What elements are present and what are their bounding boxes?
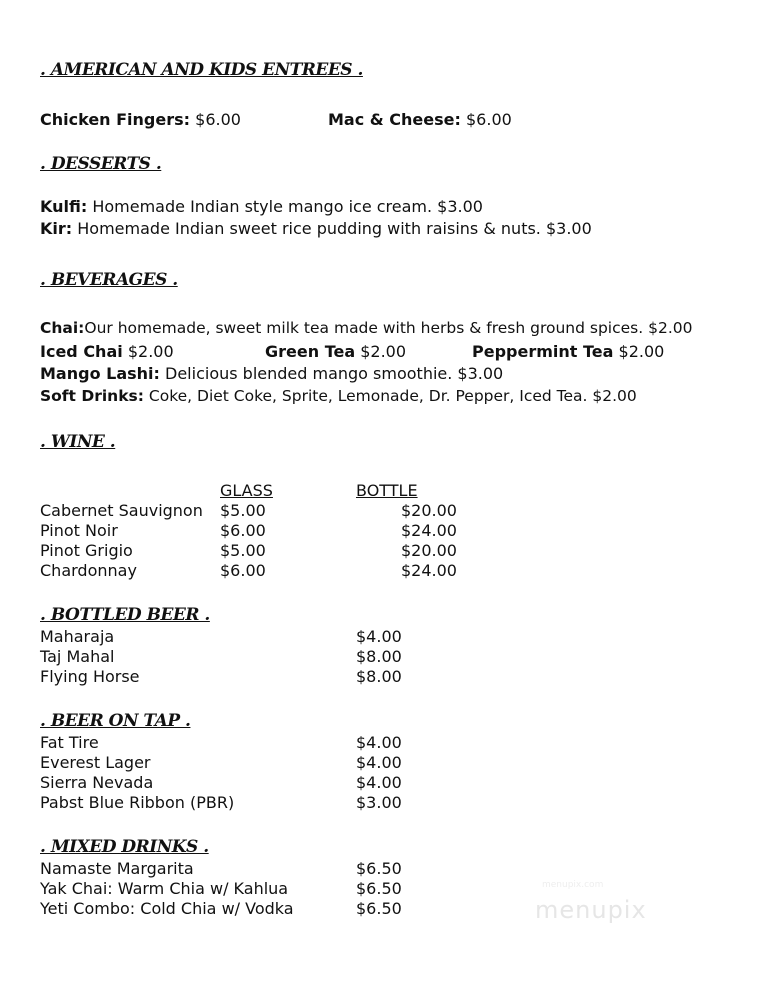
beer-name: Everest Lager <box>40 753 151 772</box>
bottled-beer-heading: . BOTTLED BEER . <box>40 605 210 625</box>
item-price: $2.00 <box>127 342 174 361</box>
item-name: Soft Drinks: <box>40 387 144 405</box>
watermark-logo: menupix <box>535 896 647 924</box>
item-price: $6.00 <box>466 110 512 129</box>
item-price: $2.00 <box>618 342 665 361</box>
beer-price: $3.00 <box>356 793 402 812</box>
mixed-drinks-heading: . MIXED DRINKS . <box>40 837 209 857</box>
menu-item <box>40 364 503 383</box>
item-name: Kulfi: <box>40 197 88 216</box>
beer-name: Pabst Blue Ribbon (PBR) <box>40 793 235 812</box>
beer-price: $4.00 <box>356 753 402 772</box>
item-desc: Homemade Indian style mango ice cream. $3.00 <box>92 197 483 216</box>
wine-heading: . WINE . <box>40 432 116 452</box>
item-price: $6.00 <box>195 110 241 129</box>
wine-name: Pinot Grigio <box>40 541 133 560</box>
wine-glass-price: $6.00 <box>220 521 266 540</box>
wine-bottle-price: $20.00 <box>401 541 457 560</box>
drink-price: $6.50 <box>356 899 402 918</box>
beer-price: $4.00 <box>356 627 402 646</box>
beer-on-tap-heading: . BEER ON TAP . <box>40 711 191 731</box>
beer-price: $4.00 <box>356 773 402 792</box>
wine-name: Pinot Noir <box>40 521 118 540</box>
menu-item <box>472 342 664 361</box>
beer-name: Flying Horse <box>40 667 140 686</box>
menu-item <box>40 387 637 405</box>
beer-price: $8.00 <box>356 667 402 686</box>
menu-item <box>40 197 483 216</box>
item-desc: Coke, Diet Coke, Sprite, Lemonade, Dr. Pepper, Iced Tea. $2.00 <box>148 387 637 405</box>
wine-glass-price: $6.00 <box>220 561 266 580</box>
bottle-column-header: BOTTLE <box>356 481 418 500</box>
item-name: Mac & Cheese: <box>328 110 461 129</box>
item-name: Iced Chai <box>40 342 123 361</box>
item-name: Kir: <box>40 219 73 238</box>
drink-name: Yeti Combo: Cold Chia w/ Vodka <box>40 899 294 918</box>
item-name: Peppermint Tea <box>472 342 614 361</box>
beverages-heading: . BEVERAGES . <box>40 270 178 290</box>
desserts-heading: . DESSERTS . <box>40 154 162 174</box>
menu-item <box>265 342 406 361</box>
beer-name: Sierra Nevada <box>40 773 154 792</box>
wine-bottle-price: $24.00 <box>401 521 457 540</box>
menu-item <box>40 219 592 238</box>
wine-glass-price: $5.00 <box>220 501 266 520</box>
drink-name: Yak Chai: Warm Chia w/ Kahlua <box>40 879 289 898</box>
menu-item <box>40 319 692 337</box>
item-desc: Delicious blended mango smoothie. $3.00 <box>165 364 504 383</box>
beer-name: Maharaja <box>40 627 115 646</box>
item-desc: Homemade Indian sweet rice pudding with raisins & nuts. $3.00 <box>77 219 592 238</box>
drink-price: $6.50 <box>356 879 402 898</box>
drink-price: $6.50 <box>356 859 402 878</box>
item-name: Mango Lashi: <box>40 364 160 383</box>
menu-item <box>40 110 241 129</box>
wine-bottle-price: $24.00 <box>401 561 457 580</box>
menu-item <box>328 110 512 129</box>
beer-price: $8.00 <box>356 647 402 666</box>
wine-name: Chardonnay <box>40 561 137 580</box>
watermark-caption: menupix.com <box>542 880 604 890</box>
beer-price: $4.00 <box>356 733 402 752</box>
wine-name: Cabernet Sauvignon <box>40 501 203 520</box>
wine-bottle-price: $20.00 <box>401 501 457 520</box>
wine-glass-price: $5.00 <box>220 541 266 560</box>
glass-column-header: GLASS <box>220 481 273 500</box>
menu-item <box>40 342 174 361</box>
beer-name: Taj Mahal <box>40 647 115 666</box>
american-heading: . AMERICAN AND KIDS ENTREES . <box>40 60 363 80</box>
beer-name: Fat Tire <box>40 733 99 752</box>
item-name: Chai: <box>40 319 85 337</box>
item-name: Chicken Fingers: <box>40 110 191 129</box>
item-name: Green Tea <box>265 342 356 361</box>
drink-name: Namaste Margarita <box>40 859 194 878</box>
item-price: $2.00 <box>360 342 407 361</box>
item-desc: Our homemade, sweet milk tea made with herbs & fresh ground spices. $2.00 <box>84 319 693 337</box>
